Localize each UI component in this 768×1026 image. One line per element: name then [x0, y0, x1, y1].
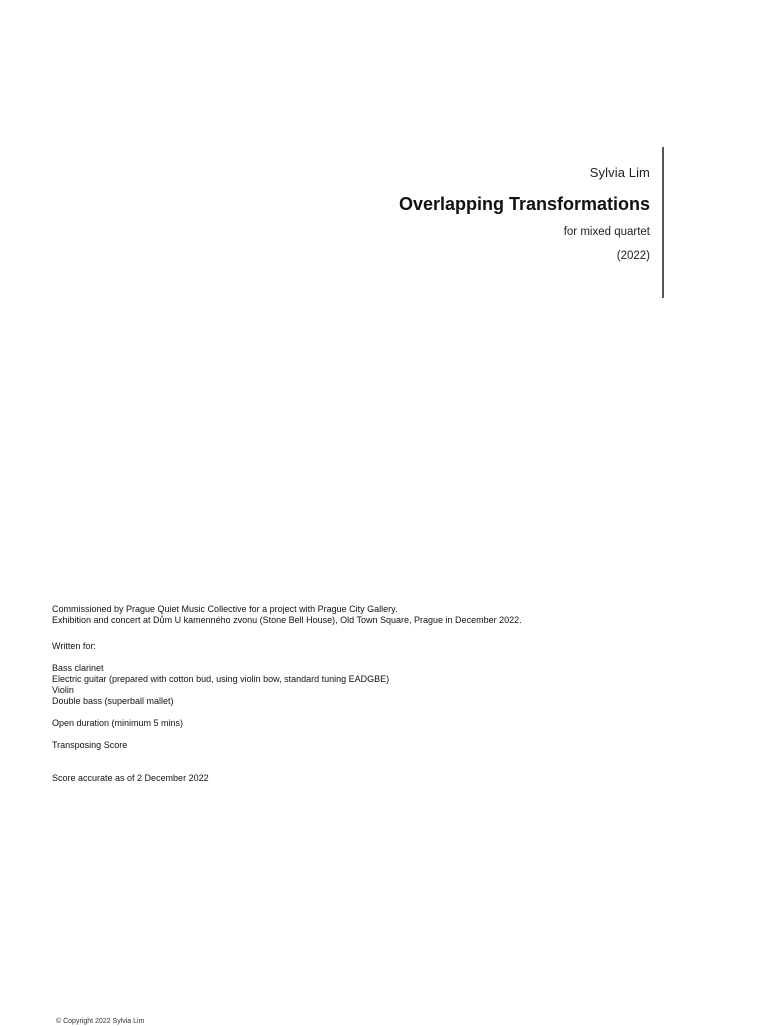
written-for-label: Written for:	[52, 641, 96, 651]
vertical-divider	[662, 147, 664, 298]
programme-notes	[52, 604, 522, 784]
commission-line-1: Commissioned by Prague Quiet Music Collective for a project with Prague City Gallery.	[52, 604, 398, 614]
duration-note: Open duration (minimum 5 mins)	[52, 718, 184, 728]
work-year: (2022)	[616, 250, 650, 262]
score-accuracy-note: Score accurate as of 2 December 2022	[52, 773, 209, 783]
work-title: Overlapping Transformations	[398, 194, 650, 214]
copyright-notice: © Copyright 2022 Sylvia Lim	[56, 1018, 145, 1025]
instrument-item: Bass clarinet	[52, 663, 104, 673]
instrument-item: Violin	[52, 685, 74, 695]
title-block	[399, 164, 650, 264]
instrument-item: Double bass (superball mallet)	[52, 696, 174, 706]
instrument-item: Electric guitar (prepared with cotton bud, using violin bow, standard tuning EADGBE)	[52, 674, 390, 684]
composer-name: Sylvia Lim	[589, 165, 650, 180]
commission-line-2: Exhibition and concert at Dům U kamenného zvonu (Stone Bell House), Old Town Square, Prague in December 2022.	[52, 615, 522, 625]
score-type-note: Transposing Score	[52, 740, 128, 750]
work-subtitle: for mixed quartet	[563, 226, 650, 238]
instrument-list	[52, 663, 522, 707]
